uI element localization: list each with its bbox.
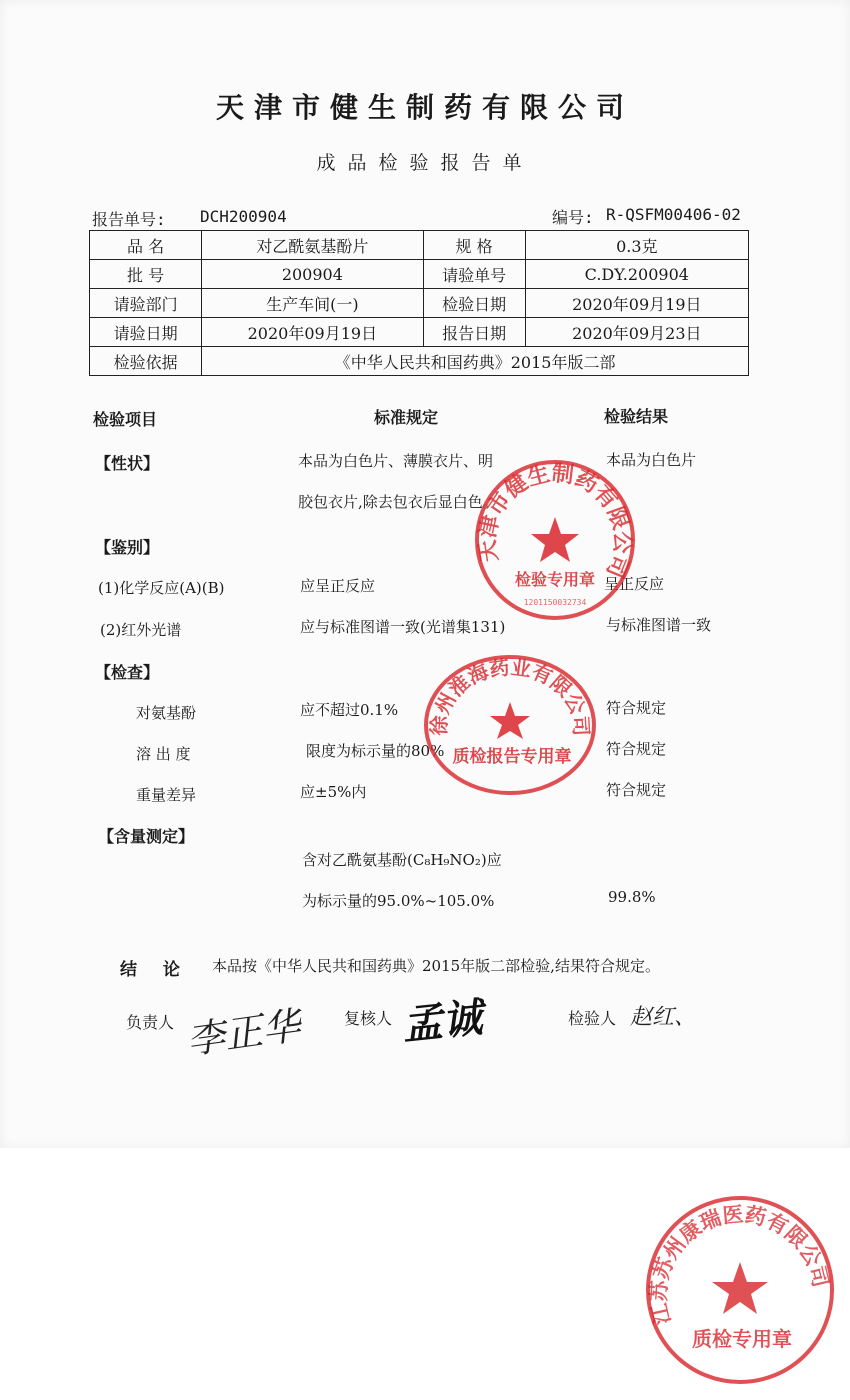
manager-label: 负责人 <box>126 1013 175 1032</box>
standard-text: 应±5%内 <box>300 783 367 801</box>
label-cell: 批 号 <box>90 260 202 289</box>
standard-text: 限度为标示量的80% <box>306 742 445 760</box>
item-name: (1)化学反应(A)(B) <box>98 579 225 597</box>
conclusion-text: 本品按《中华人民共和国药典》2015年版二部检验,结果符合规定。 <box>212 957 660 975</box>
label-cell: 请验单号 <box>423 260 525 289</box>
value-cell: 2020年09月19日 <box>202 318 423 347</box>
info-table <box>89 230 749 376</box>
value-cell: 200904 <box>202 260 423 289</box>
code-label: 编号: <box>552 208 594 227</box>
svg-text:检验专用章: 检验专用章 <box>514 570 596 589</box>
value-cell: 2020年09月23日 <box>525 318 748 347</box>
value-cell: 生产车间(一) <box>202 289 423 318</box>
section-title-identification: 【鉴别】 <box>95 538 160 557</box>
standard-text: 应与标准图谱一致(光谱集131) <box>300 618 506 636</box>
standard-text: 应不超过0.1% <box>300 701 399 719</box>
label-cell: 报告日期 <box>423 318 525 347</box>
manager-signature: 李正华 <box>183 1003 304 1063</box>
result-text: 符合规定 <box>606 699 667 717</box>
standard-header: 标准规定 <box>374 408 439 427</box>
standard-text: 含对乙酰氨基酚(C₈H₉NO₂)应 <box>302 851 502 869</box>
item-name: 溶 出 度 <box>136 745 191 763</box>
inspection-seal <box>470 455 640 625</box>
result-text: 本品为白色片 <box>606 451 697 469</box>
report-number-label: 报告单号: <box>92 210 166 229</box>
value-cell: 对乙酰氨基酚片 <box>202 231 423 260</box>
result-text: 符合规定 <box>606 740 667 758</box>
conclusion-label: 结 论 <box>120 960 190 980</box>
table-row <box>90 347 749 376</box>
table-row <box>90 318 749 347</box>
svg-text:天津市健生制药有限公司: 天津市健生制药有限公司 <box>475 461 635 582</box>
quality-inspection-seal <box>640 1190 840 1390</box>
value-cell: 2020年09月19日 <box>525 289 748 318</box>
section-title-assay: 【含量测定】 <box>98 827 195 846</box>
svg-text:质检报告专用章: 质检报告专用章 <box>452 747 572 767</box>
document-title: 成品检验报告单 <box>316 152 534 174</box>
reviewer-signature: 孟诚 <box>400 993 485 1050</box>
svg-text:质检专用章: 质检专用章 <box>692 1327 792 1351</box>
item-name: 对氨基酚 <box>136 704 197 722</box>
table-row <box>90 231 749 260</box>
item-name: (2)红外光谱 <box>100 621 182 639</box>
svg-text:1201150032734: 1201150032734 <box>523 598 587 607</box>
item-header: 检验项目 <box>93 410 158 429</box>
table-row <box>90 260 749 289</box>
label-cell: 请验部门 <box>90 289 202 318</box>
code-number: R-QSFM00406-02 <box>606 205 741 224</box>
item-name: 重量差异 <box>136 786 197 804</box>
inspector-label: 检验人 <box>568 1009 617 1028</box>
result-text: 与标准图谱一致 <box>606 616 712 634</box>
value-cell: 0.3克 <box>525 231 748 260</box>
label-cell: 规 格 <box>423 231 525 260</box>
svg-text:江苏苏州康瑞医药有限公司: 江苏苏州康瑞医药有限公司 <box>646 1202 833 1327</box>
svg-text:徐州淮海药业有限公司: 徐州淮海药业有限公司 <box>426 655 594 737</box>
label-cell: 品 名 <box>90 231 202 260</box>
standard-text: 本品为白色片、薄膜衣片、明 <box>298 452 494 470</box>
value-cell: C.DY.200904 <box>525 260 748 289</box>
result-text: 99.8% <box>608 888 656 906</box>
label-cell: 检验依据 <box>90 347 202 376</box>
reviewer-label: 复核人 <box>344 1009 393 1028</box>
report-number: DCH200904 <box>200 207 287 226</box>
standard-text: 为标示量的95.0%~105.0% <box>302 892 495 910</box>
table-row <box>90 289 749 318</box>
result-header: 检验结果 <box>604 407 669 426</box>
standard-text: 应呈正反应 <box>300 577 376 595</box>
label-cell: 检验日期 <box>423 289 525 318</box>
result-text: 呈正反应 <box>604 575 665 593</box>
value-cell: 《中华人民共和国药典》2015年版二部 <box>202 347 749 376</box>
inspector-signature: 赵红、 <box>630 1005 697 1030</box>
result-text: 符合规定 <box>606 781 667 799</box>
section-title-inspection: 【检查】 <box>95 663 160 682</box>
label-cell: 请验日期 <box>90 318 202 347</box>
standard-text: 胶包衣片,除去包衣后显白色。 <box>298 493 498 511</box>
section-title-appearance: 【性状】 <box>95 454 160 473</box>
quality-report-seal <box>420 650 600 800</box>
company-name: 天津市健生制药有限公司 <box>215 91 634 124</box>
